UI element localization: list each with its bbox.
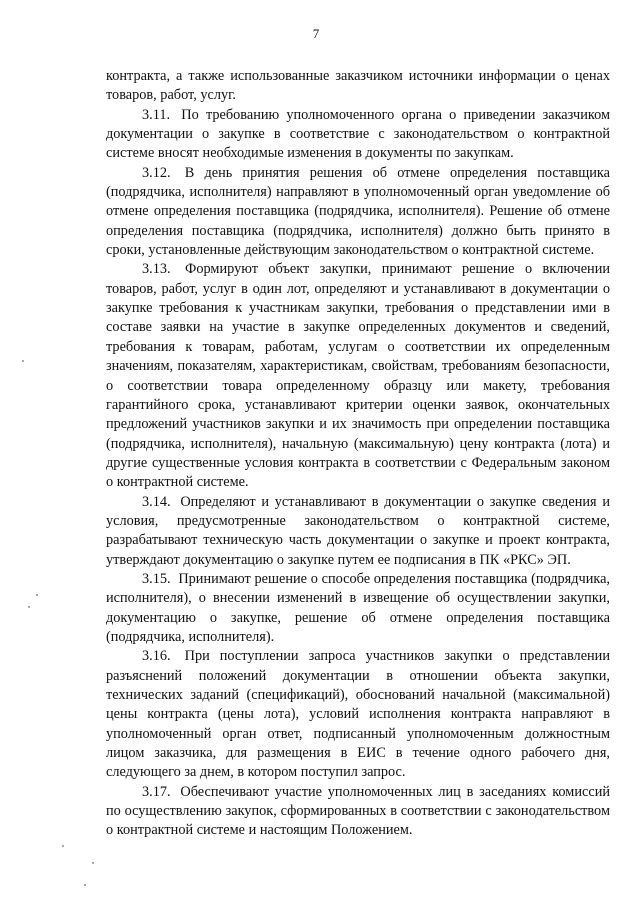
paragraph-3-12 — [106, 164, 610, 261]
paragraph-3-17 — [106, 783, 610, 841]
paragraph-text: Обеспечивают участие уполномоченных лиц в заседаниях комиссий по осуществлению закупок, сформированных в соответствии с законодательством о контрактной системе и настоящим Положением. — [106, 783, 610, 839]
scan-speck — [28, 606, 30, 608]
paragraph-number: 3.17. — [142, 783, 171, 800]
paragraph-text: контракта, а также использованные заказчиком источники информации о ценах товаров, работ, услуг. — [106, 68, 610, 104]
paragraph-text: Принимают решение о способе определения поставщика (подрядчика, исполнителя), о внесении изменений в извещение об осуществлении закупки, документацию о закупке, решение об отмене определения поставщика (подрядчика, исполнителя). — [106, 570, 610, 645]
paragraph-3-13 — [106, 260, 610, 492]
paragraph-3-11 — [106, 106, 610, 164]
paragraph-text: Определяют и устанавливают в документации о закупке сведения и условия, предусмотренные законодательством о контрактной системе, разрабатывают техническую часть документации о закупке и проект контракта, утверждают документацию о закупке путем ее подписания в ПК «РКС» ЭП. — [106, 493, 610, 568]
paragraph-3-15 — [106, 570, 610, 647]
scan-speck — [36, 594, 38, 596]
page-number: 7 — [312, 26, 320, 41]
scan-speck — [84, 884, 86, 886]
paragraph-number: 3.16. — [142, 648, 171, 665]
paragraph-text: Формируют объект закупки, принимают решение о включении товаров, работ, услуг в один лот, определяют и устанавливают в документации о закупке требования к участникам закупки, требования о представлении ими в составе заявки на участие в закупке определенных документов и сведений, требования к товарам, работам, услугам о соответствии их определенным значениям, показателям, характеристикам, свойствам, требованиям безопасности, о соответствии товара определенному образцу или макету, требования гарантийного срока, устанавливают критерии оценки заявок, окончательных предложений участников закупки и их значимость при определении поставщика (подрядчика, исполнителя), начальную (максимальную) цену контракта (лота) и другие существенные условия контракта в соответствии с Федеральным законом о контрактной системе. — [106, 261, 611, 491]
paragraph-number: 3.13. — [142, 261, 171, 278]
paragraph-continuation — [106, 67, 610, 106]
paragraph-text: В день принятия решения об отмене определения поставщика (подрядчика, исполнителя) направляют в уполномоченный орган уведомление об отмене определения поставщика (подрядчика, исполнителя). Решение об отмене определения поставщика (подрядчика, исполнителя) должно быть принято в сроки, установленные действующим законодательством о контрактной системе. — [106, 164, 610, 259]
scan-speck — [22, 360, 24, 362]
paragraph-number: 3.11. — [142, 106, 171, 123]
paragraph-3-16 — [106, 647, 610, 782]
paragraph-text: По требованию уполномоченного органа о приведении заказчиком документации о закупке в соответствие с законодательством о контрактной системе вносят необходимые изменения в документы по закупкам. — [106, 106, 610, 162]
document-body — [106, 67, 610, 841]
scan-speck — [92, 862, 94, 864]
paragraph-number: 3.15. — [142, 570, 171, 587]
paragraph-number: 3.12. — [142, 164, 171, 181]
scan-speck — [62, 845, 64, 847]
paragraph-number: 3.14. — [142, 493, 171, 510]
paragraph-3-14 — [106, 493, 610, 570]
paragraph-text: При поступлении запроса участников закупки о представлении разъяснений положений документации в отношении объекта закупки, технических заданий (спецификаций), обоснований начальной (максимальной) цены контракта (цены лота), условий исполнения контракта направляют в уполномоченный орган ответ, подписанный уполномоченным должностным лицом заказчика, для размещения в ЕИС в течение одного рабочего дня, следующего за днем, в котором поступил запрос. — [106, 648, 610, 781]
